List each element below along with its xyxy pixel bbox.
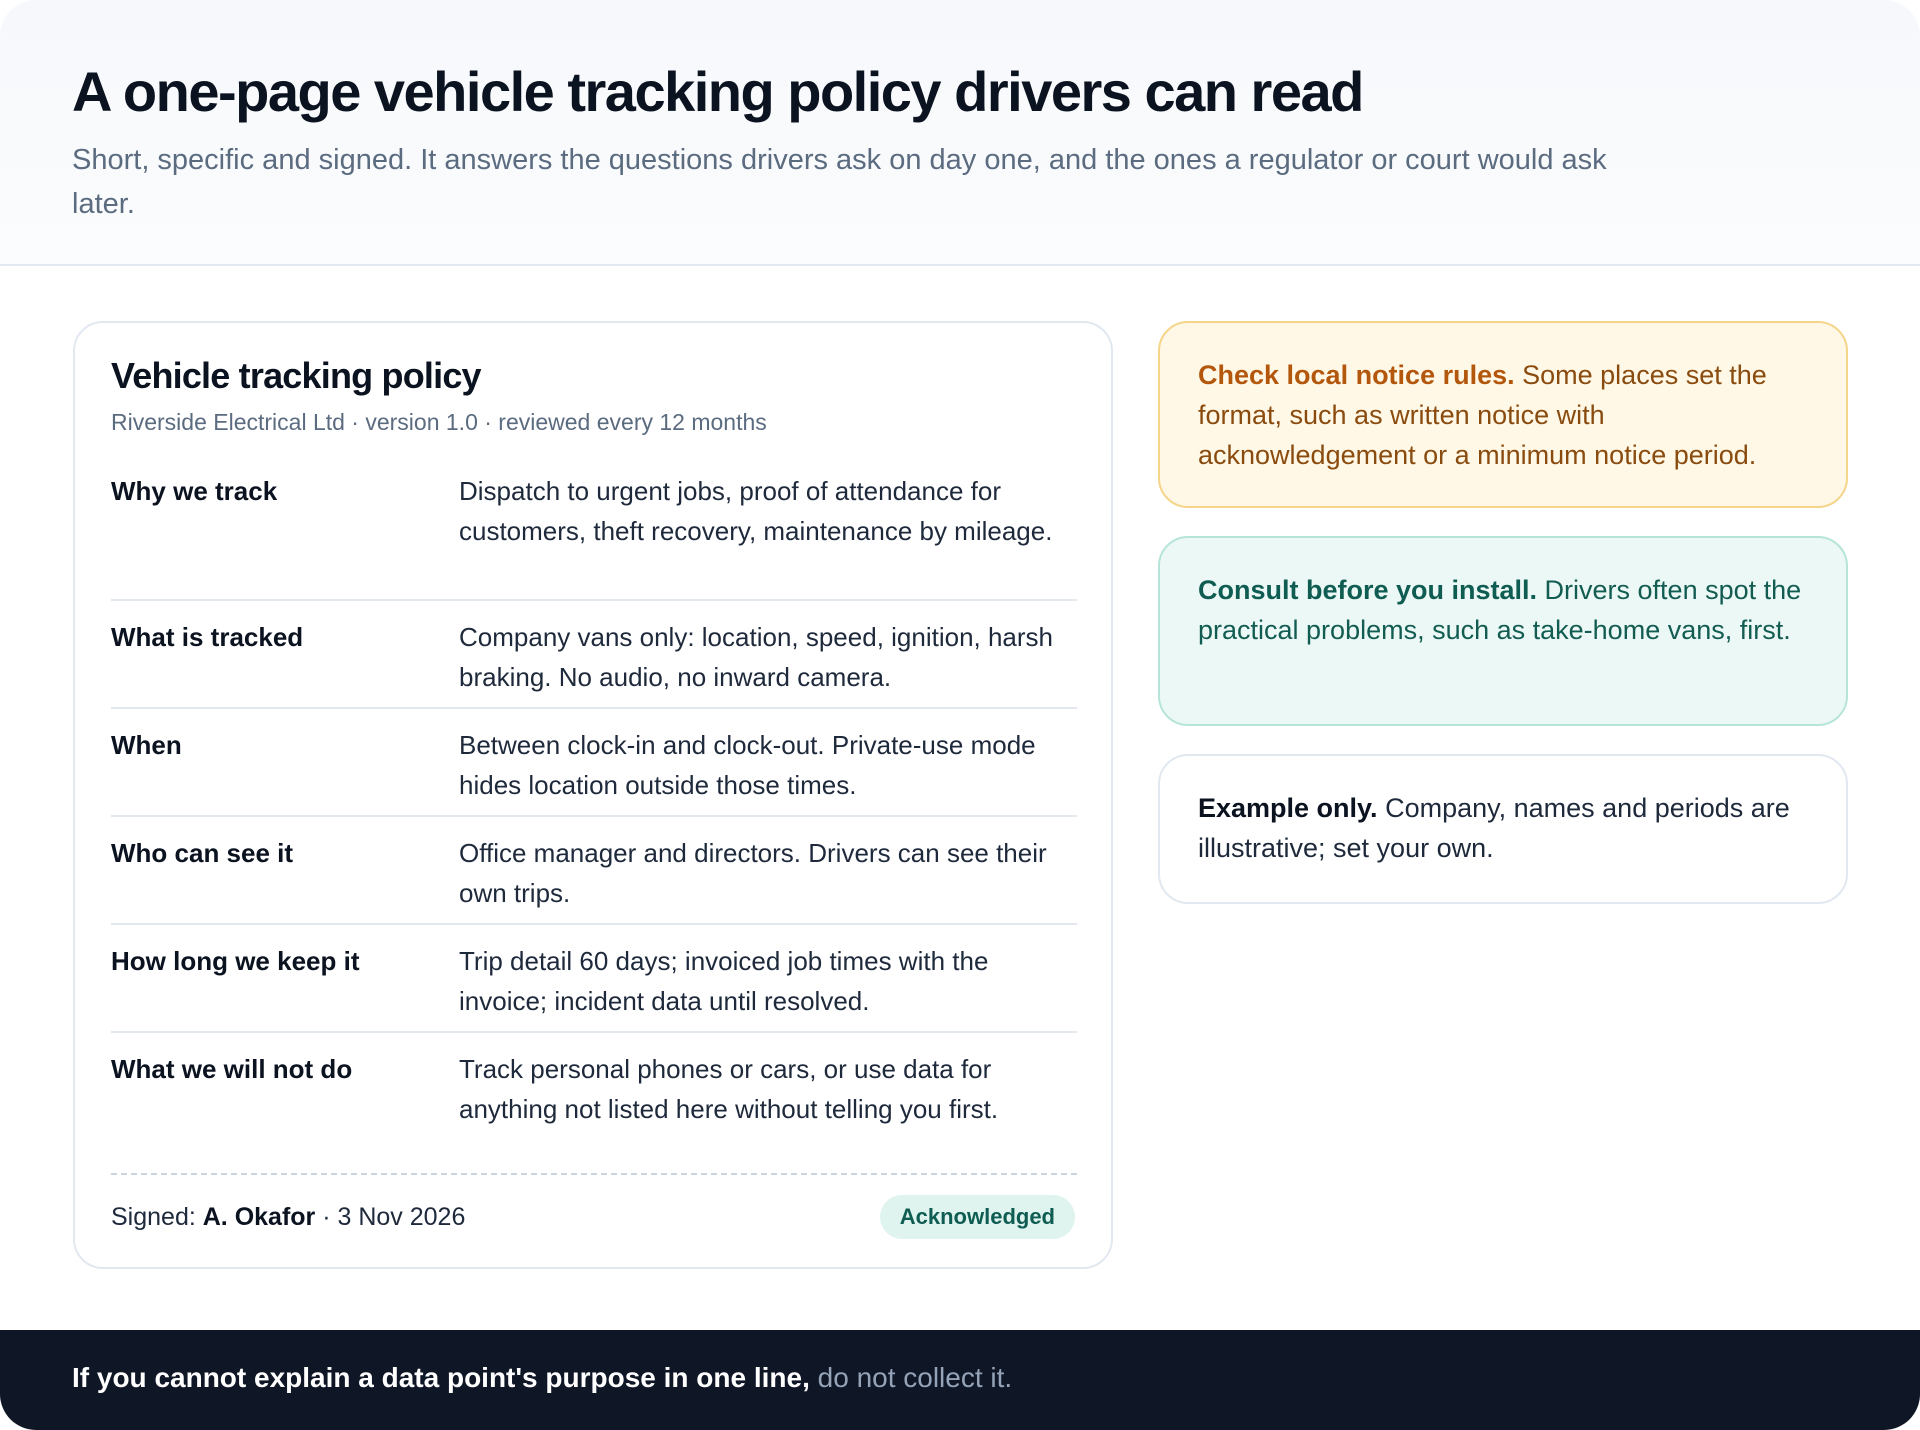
policy-row-who (111, 817, 1077, 925)
row-label: What we will not do (111, 1054, 353, 1084)
note-lead: Consult before you install. (1198, 575, 1538, 605)
row-label: What is tracked (111, 622, 304, 652)
row-value: Office manager and directors. Drivers can see their own trips. (459, 838, 1047, 908)
status-badge: Acknowledged (880, 1195, 1075, 1239)
signer-name: A. Okafor (202, 1203, 316, 1231)
row-label: Who can see it (111, 838, 294, 868)
row-value: Between clock-in and clock-out. Private-use mode hides location outside those times. (459, 730, 1036, 800)
page-header (0, 0, 1920, 266)
page-subtitle: Short, specific and signed. It answers the questions drivers ask on day one, and the ones a regulator or court would ask later. (72, 144, 1607, 220)
signed-date: · 3 Nov 2026 (315, 1203, 466, 1231)
policy-row-retention (111, 925, 1077, 1033)
row-label: Why we track (111, 476, 278, 506)
note-example (1158, 754, 1848, 904)
policy-meta: Riverside Electrical Ltd · version 1.0 · reviewed every 12 months (111, 409, 767, 435)
note-lead: Example only. (1198, 793, 1378, 823)
note-text: Company, names and periods are illustrative; set your own. (1198, 793, 1790, 863)
footer-message (72, 1358, 1012, 1398)
row-label: When (111, 730, 182, 760)
note-text: Some places set the format, such as written notice with acknowledgement or a minimum notice period. (1198, 360, 1767, 470)
page-footer (0, 1330, 1920, 1430)
policy-card (73, 321, 1113, 1269)
row-value: Company vans only: location, speed, ignition, harsh braking. No audio, no inward camera. (459, 622, 1054, 692)
row-label: How long we keep it (111, 946, 360, 976)
note-lead: Check local notice rules. (1198, 360, 1515, 390)
footer-strong: If you cannot explain a data point's purpose in one line, (72, 1362, 810, 1393)
policy-row-when (111, 709, 1077, 817)
note-local-rules (1158, 321, 1848, 508)
row-value: Track personal phones or cars, or use data for anything not listed here without telling you first. (459, 1054, 999, 1124)
signed-prefix: Signed: (111, 1203, 203, 1231)
policy-row-what (111, 601, 1077, 709)
policy-table (111, 471, 1077, 1141)
footer-soft: do not collect it. (809, 1362, 1013, 1393)
row-value: Dispatch to urgent jobs, proof of attendance for customers, theft recovery, maintenance by mileage. (459, 476, 1053, 546)
policy-title: Vehicle tracking policy (111, 355, 481, 396)
note-text: Drivers often spot the practical problems, such as take-home vans, first. (1198, 575, 1802, 645)
row-value: Trip detail 60 days; invoiced job times with the invoice; incident data until resolved. (459, 946, 989, 1016)
page-title: A one-page vehicle tracking policy drivers can read (72, 60, 1363, 123)
policy-row-why (111, 471, 1077, 601)
note-consult (1158, 536, 1848, 726)
policy-row-not-do (111, 1033, 1077, 1141)
signature-line (111, 1203, 465, 1232)
signature-divider (111, 1173, 1077, 1175)
